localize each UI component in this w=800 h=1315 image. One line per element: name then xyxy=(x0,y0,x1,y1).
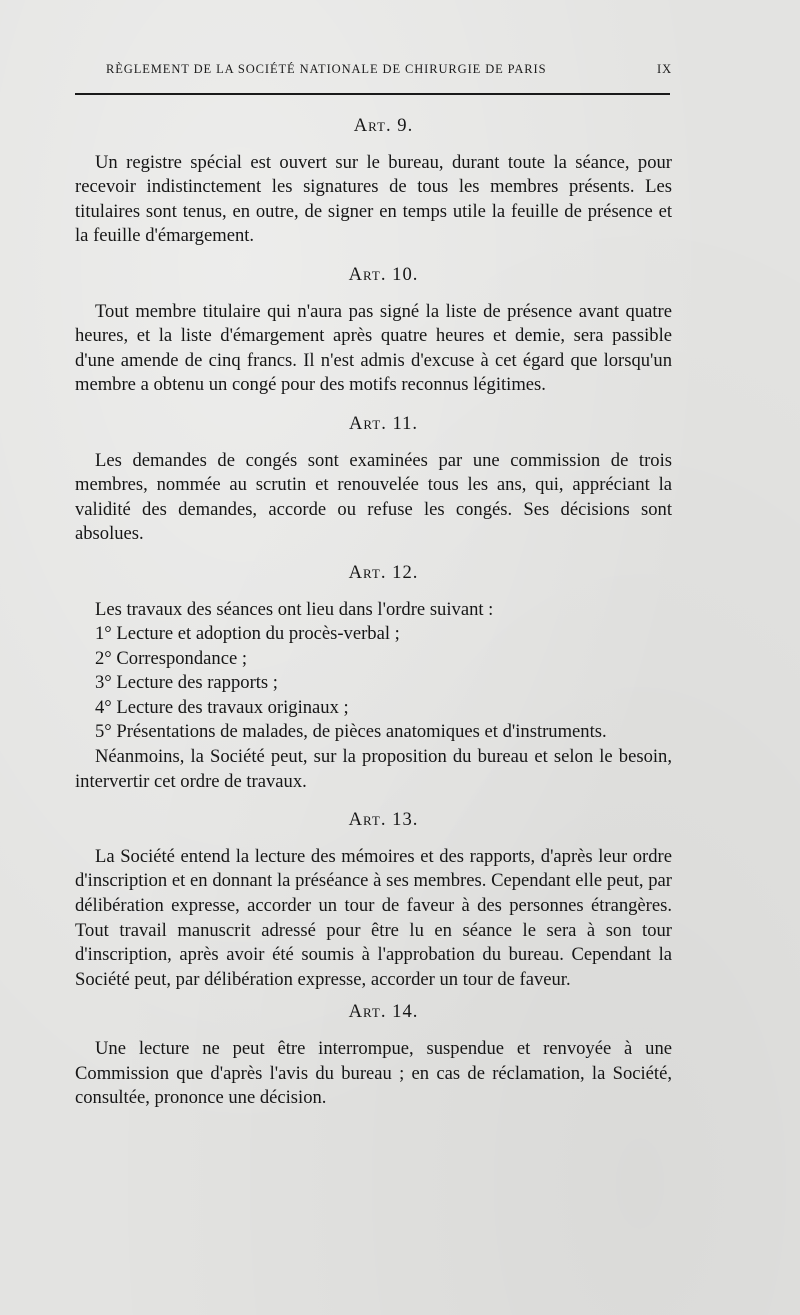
list-item: 3° Lecture des rapports ; xyxy=(95,672,278,694)
page-body xyxy=(75,114,672,1111)
running-header xyxy=(106,62,672,77)
article-paragraph: Un registre spécial est ouvert sur le bureau, durant toute la séance, pour recevoir indistinctement les signatures de tous les membres présents. Les titulaires sont tenus, en outre, de signer en temps utile la feuille de présence et la feuille d'émargement. xyxy=(75,151,672,247)
article-12 xyxy=(75,561,672,794)
article-intro: Les travaux des séances ont lieu dans l'ordre suivant : xyxy=(95,598,494,620)
article-paragraph: Tout membre titulaire qui n'aura pas signé la liste de présence avant quatre heures, et la liste d'émargement après quatre heures et demie, sera passible d'une amende de cinq francs. Il n'est admis d'excuse à cet égard que lorsqu'un membre a obtenu un congé pour des motifs reconnus légitimes. xyxy=(75,300,672,396)
article-heading: Art. 9. xyxy=(353,115,414,136)
article-heading: Art. 12. xyxy=(348,561,419,583)
list-item: 4° Lecture des travaux originaux ; xyxy=(95,696,349,718)
article-heading: Art. 13. xyxy=(348,809,419,831)
article-closing: Néanmoins, la Société peut, sur la proposition du bureau et selon le besoin, intervertir cet ordre de travaux. xyxy=(75,746,672,792)
list-item: 5° Présentations de malades, de pièces anatomiques et d'instruments. xyxy=(95,721,607,743)
article-heading: Art. 10. xyxy=(348,263,419,285)
article-11 xyxy=(75,412,672,547)
article-paragraph: Les demandes de congés sont examinées par une commission de trois membres, nommée au scrutin et renouvelée tous les ans, qui, appréciant la validité des demandes, accorde ou refuse les congés. Ses décisions sont absolues. xyxy=(75,449,672,545)
article-paragraph: Une lecture ne peut être interrompue, suspendue et renvoyée à une Commission que d'après l'avis du bureau ; en cas de réclamation, la Société, consultée, prononce une décision. xyxy=(75,1038,672,1109)
article-paragraph: La Société entend la lecture des mémoires et des rapports, d'après leur ordre d'inscription et en donnant la préséance à ses membres. Cependant elle peut, par délibération expresse, accorder un tour de faveur à des personnes étrangères. Tout travail manuscrit adressé pour être lu en séance le sera à son tour d'inscription, après avoir été soumis à l'approbation du bureau. Cependant la Société peut, par délibération expresse, accorder un tour de faveur. xyxy=(75,845,672,990)
article-13 xyxy=(75,808,672,992)
header-rule xyxy=(75,93,670,95)
list-item: 2° Correspondance ; xyxy=(95,647,248,669)
page-number: IX xyxy=(657,62,672,76)
article-heading: Art. 14. xyxy=(348,1001,419,1023)
article-heading: Art. 11. xyxy=(348,412,419,434)
article-10 xyxy=(75,263,672,398)
list-item: 1° Lecture et adoption du procès-verbal ; xyxy=(95,623,400,645)
article-14 xyxy=(75,1000,672,1110)
running-title: RÈGLEMENT DE LA SOCIÉTÉ NATIONALE DE CHIRURGIE DE PARIS xyxy=(106,62,547,76)
article-9 xyxy=(75,114,672,249)
